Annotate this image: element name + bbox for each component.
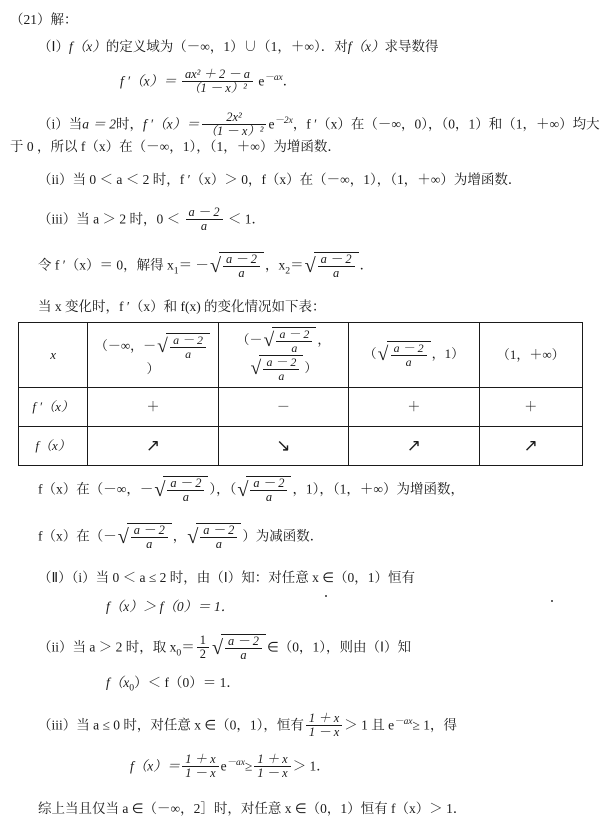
part1-prefix: （Ⅰ）: [38, 38, 69, 54]
part1-fx: f（x）: [68, 38, 106, 54]
interval2-close: ）: [304, 359, 318, 375]
part2-case-ii-eq: ＝: [181, 639, 195, 655]
case-i-fprime: f ′（x）＝: [143, 116, 200, 132]
p3-eq-frac1: [182, 753, 218, 780]
part2-case-ii-eq2-sub: 0: [129, 682, 135, 694]
part2-case-ii-half: [197, 634, 209, 661]
increasing-line: [10, 476, 582, 505]
roots-sqrt2-fraction: [318, 253, 355, 280]
case-i-numerator: 2x²: [226, 110, 242, 125]
table-cell-f-4: [479, 426, 582, 465]
problem-label-text: （21）解：: [10, 12, 78, 27]
case-ii-text: （ii）当 0 ＜ a ＜ 2 时，f ′（x）＞ 0，f（x）在（－∞，1），（1，＋∞）为增函数．: [38, 171, 522, 187]
roots-sqrt2-den: a: [318, 266, 355, 280]
part1-fx2: f（x）: [347, 38, 385, 54]
table-row: [19, 426, 583, 465]
part1-text2: 求导数得: [384, 38, 439, 54]
increasing-prefix: f（x）在（－∞，－: [38, 481, 154, 497]
roots-sub1: 1: [173, 265, 179, 276]
table-row: [19, 387, 583, 426]
decreasing-sqrt-1: √ $\frac{a - 2}{a}$: [118, 523, 172, 552]
increasing-den-2: a: [250, 490, 287, 504]
part2-case-iii: [10, 710, 582, 740]
table-cell-fprime-2: [218, 387, 348, 426]
part2-case-iii-exp: －ax: [394, 716, 413, 727]
decreasing-prefix: f（x）在（－: [38, 528, 117, 544]
table-cell-f-1: [88, 426, 218, 465]
f-label: f（x）: [35, 437, 71, 453]
increasing-num-1: a － 2: [170, 476, 202, 491]
decreasing-post: ）为减函数．: [242, 528, 324, 544]
interval4-label: （1，＋∞）: [496, 346, 565, 362]
eq1-lhs: f ′（x）＝: [120, 73, 177, 89]
case-i-exponent: －2x: [274, 115, 293, 126]
part2-case-i-eq-text: f（x）＞ f（0）＝ 1．: [106, 598, 235, 614]
table-cell-fprime-4: [479, 387, 582, 426]
decreasing-line: [10, 523, 582, 552]
p3-eq-tail: ＞ 1．: [292, 758, 330, 774]
case-i-prefix: （i）当: [38, 116, 83, 132]
case-i-denominator: （1 － x）²: [202, 124, 267, 138]
variation-intro: [10, 299, 582, 316]
table-cell-fprime-label: [19, 387, 88, 426]
p3-eq-e-exp: －ax: [226, 757, 245, 768]
case-i-exp-base: e: [268, 116, 275, 132]
interval1-num: a － 2: [173, 332, 204, 347]
roots-sqrt1: √ $\frac{a - 2}{a}$: [210, 252, 264, 281]
interval3-den: a: [391, 355, 427, 369]
table-cell-fprime-1: [88, 387, 218, 426]
part2-case-iii-den: 1 － x: [306, 725, 342, 739]
table-cell-interval-3: [349, 322, 479, 387]
decreasing-den-1: a: [131, 537, 168, 551]
arrow-down-icon: ↘: [276, 436, 291, 456]
case-i-line2: [10, 139, 582, 156]
part2-case-ii-eq2-post: ）＜ f（0）＝ 1．: [134, 674, 240, 690]
increasing-mid: ），（: [209, 481, 237, 497]
part2-case-ii-num: a － 2: [227, 634, 259, 649]
eq1-exponent: －ax: [264, 72, 283, 83]
case-iii-line: [10, 207, 582, 234]
interval1-den: a: [170, 347, 206, 361]
decreasing-num-1: a － 2: [133, 523, 165, 538]
case-ii-line: [10, 172, 582, 189]
part2-case-ii: [10, 634, 582, 663]
p3-eq-frac2-num: 1 ＋ x: [257, 752, 288, 767]
problem-label: [10, 12, 582, 29]
table-cell-x-label: [19, 322, 88, 387]
roots-sub2: 2: [285, 265, 291, 276]
table-cell-f-3: [349, 426, 479, 465]
part2-case-i-equation: [10, 599, 582, 616]
interval3-sqrt: √ $\frac{a - 2}{a}$: [378, 341, 431, 369]
case-iii-fraction: [186, 206, 223, 233]
table-cell-interval-1: [88, 322, 218, 387]
fprime-label: f ′（x）: [32, 398, 74, 414]
case-iii-denominator: a: [186, 219, 223, 233]
decreasing-den-2: a: [200, 537, 237, 551]
roots-sqrt1-num: a － 2: [225, 252, 257, 267]
part2-case-ii-sqrt: √ $\frac{a - 2}{a}$: [212, 634, 266, 663]
interval2-mid: ，: [317, 331, 331, 347]
part2-case-ii-eq2-pre: f（x: [106, 674, 130, 690]
half-num: 1: [199, 633, 206, 648]
p3-eq-frac1-num: 1 ＋ x: [185, 752, 216, 767]
equation-derivative: [10, 69, 582, 96]
scan-artifact-dot: [551, 600, 553, 602]
part2-case-iii-post: ≥ 1，得: [412, 717, 458, 733]
part2-case-iii-fraction: [306, 712, 342, 739]
arrow-up-icon: ↗: [145, 436, 161, 456]
roots-sqrt2: √ $\frac{a - 2}{a}$: [305, 252, 359, 281]
roots-prefix: 令 f ′（x）＝ 0，解得 x: [38, 257, 174, 273]
interval1-sqrt: √ $\frac{a - 2}{a}$: [157, 333, 210, 361]
arrow-up-icon: ↗: [523, 436, 538, 456]
p3-eq-e: e: [220, 758, 227, 774]
part2-case-iii-mid: ＞ 1 且 e: [344, 717, 395, 733]
roots-mid: ，x: [264, 257, 286, 273]
roots-eq2: ＝: [290, 257, 304, 273]
table-cell-fprime-3: [349, 387, 479, 426]
part1-intro: [10, 39, 582, 56]
interval3-open: （: [363, 345, 377, 361]
interval3-mid: ，1）: [431, 345, 465, 361]
case-i-tail: ，f ′（x）在（－∞，0），（0，1）和（1，＋∞）均大: [292, 116, 600, 132]
interval2-sqrt-a: √ $\frac{a - 2}{a}$: [263, 327, 316, 355]
case-i-line1: [10, 110, 600, 139]
decreasing-num-2: a － 2: [203, 523, 235, 538]
part2-case-iii-prefix: （iii）当 a ≤ 0 时，对任意 x ∈（0，1），恒有: [38, 717, 304, 733]
case-i-mid: 时，: [116, 116, 144, 132]
eq1-denominator: （1 － x）²: [182, 81, 253, 95]
table-cell-interval-4: [479, 322, 582, 387]
increasing-sqrt-2: √ $\frac{a - 2}{a}$: [237, 476, 291, 505]
p3-eq-frac2-den: 1 － x: [254, 766, 290, 780]
sign-value: －: [276, 398, 290, 414]
case-i-line2-text: 于 0 ，所以 f（x）在（－∞，1），（1，＋∞）为增函数．: [10, 138, 341, 154]
table-row: [19, 322, 583, 387]
decreasing-mid: ，: [172, 528, 187, 544]
increasing-post: ，1），（1，＋∞）为增函数，: [292, 481, 465, 497]
part2-case-ii-equation: [10, 675, 582, 695]
part2-case-i-text: （Ⅱ）（i）当 0 ＜ a ≤ 2 时，由（Ⅰ）知：对任意 x ∈（0，1）恒有: [38, 569, 416, 585]
part2-case-iii-num: 1 ＋ x: [308, 710, 340, 725]
table-cell-f-2: [218, 426, 348, 465]
p3-eq-ge: ≥: [244, 758, 253, 774]
part2-case-ii-prefix: （ii）当 a ＞ 2 时，取 x: [38, 639, 177, 655]
p3-eq-frac1-den: 1 － x: [182, 766, 218, 780]
variation-table: [18, 322, 583, 466]
scan-artifact-dot: [325, 595, 327, 597]
half-den: 2: [197, 647, 209, 661]
interval2-num-a: a － 2: [279, 327, 310, 342]
sign-value: ＋: [524, 398, 538, 414]
case-i-fraction: [202, 111, 267, 138]
eq1-fraction: [182, 68, 253, 95]
interval2-den-a: a: [276, 341, 312, 355]
interval3-num: a － 2: [393, 341, 424, 356]
eq1-exp-base: e: [258, 73, 265, 89]
case-i-a: a ＝ 2: [82, 116, 117, 132]
part2-case-ii-den: a: [225, 648, 262, 662]
x-label: x: [50, 346, 56, 362]
conclusion-text: 综上当且仅当 a ∈（－∞，2］时，对任意 x ∈（0，1）恒有 f（x）＞ 1．: [38, 800, 467, 816]
eq1-period: ．: [282, 73, 297, 89]
case-iii-post: ＜ 1．: [227, 211, 266, 227]
roots-period: ．: [359, 257, 374, 273]
interval2-sqrt-b: √ $\frac{a - 2}{a}$: [250, 355, 303, 383]
increasing-sqrt-1: √ $\frac{a - 2}{a}$: [154, 476, 208, 505]
arrow-up-icon: ↗: [406, 436, 421, 456]
part2-case-ii-sub: 0: [176, 647, 182, 658]
interval1-close: ）: [146, 360, 160, 376]
interval2-open: （－: [236, 331, 263, 347]
case-iii-prefix: （iii）当 a ＞ 2 时，0 ＜: [38, 211, 181, 227]
roots-eq1: ＝ －: [178, 257, 209, 273]
interval2-den-b: a: [263, 369, 299, 383]
p3-eq-lhs: f（x）＝: [130, 758, 181, 774]
part1-text: 的定义域为（－∞，1）∪（1，＋∞）．对: [105, 38, 348, 54]
decreasing-sqrt-2: √ $\frac{a - 2}{a}$: [187, 523, 241, 552]
part2-case-i: [10, 570, 582, 587]
roots-sqrt1-fraction: [223, 253, 260, 280]
table-cell-interval-2: [218, 322, 348, 387]
roots-sqrt1-den: a: [223, 266, 260, 280]
increasing-num-2: a － 2: [253, 476, 285, 491]
conclusion-line: [10, 801, 582, 818]
eq1-numerator: ax² ＋ 2 － a: [184, 67, 251, 82]
roots-line: [10, 252, 582, 281]
increasing-den-1: a: [167, 490, 204, 504]
roots-sqrt2-num: a － 2: [320, 252, 352, 267]
interval2-num-b: a － 2: [266, 355, 297, 370]
part2-case-iii-equation: [10, 754, 582, 781]
variation-intro-text: 当 x 变化时，f ′（x）和 f(x) 的变化情况如下表：: [38, 298, 326, 314]
part2-case-ii-post: ∈（0，1），则由（Ⅰ）知: [266, 639, 411, 655]
table-cell-f-label: [19, 426, 88, 465]
sign-value: ＋: [146, 398, 160, 414]
sign-value: ＋: [407, 398, 421, 414]
interval1-open: （－∞，－: [94, 337, 157, 353]
case-iii-numerator: a － 2: [188, 205, 220, 220]
p3-eq-frac2: [254, 753, 290, 780]
